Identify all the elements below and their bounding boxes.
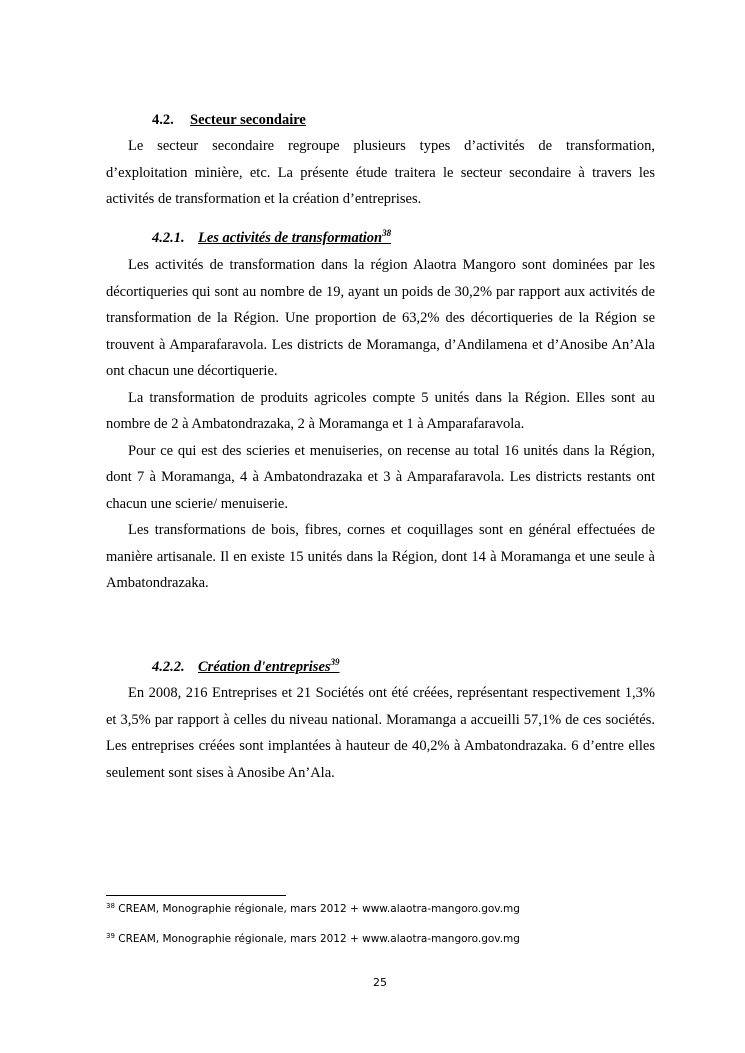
section-title: Secteur secondaire	[190, 112, 306, 128]
footnote-38	[106, 902, 520, 916]
section-title: Création d'entreprises$^{39}$	[198, 657, 340, 675]
footnote-separator	[106, 895, 286, 896]
section-title: Les activités de transformation$^{38}$	[198, 228, 392, 246]
section-number: 4.2.1.	[152, 230, 185, 246]
section-number: 4.2.2.	[152, 659, 185, 675]
footnote-39	[106, 932, 520, 946]
paragraph-intro: Le secteur secondaire regroupe plusieurs types d’activités de transformation, d’exploitation minière, etc. La présente étude traitera le secteur secondaire à travers les activités de transformation et la création d’entreprises.	[106, 138, 655, 207]
footnote-text: CREAM, Monographie régionale, mars 2012 + www.alaotra-mangoro.gov.mg	[118, 933, 520, 945]
footnote-text: CREAM, Monographie régionale, mars 2012 + www.alaotra-mangoro.gov.mg	[118, 903, 520, 915]
section-number: 4.2.	[152, 112, 174, 128]
paragraph-artisanat: Les transformations de bois, fibres, cornes et coquillages sont en général effectuées de manière artisanale. Il en existe 15 unités dans la Région, dont 14 à Moramanga et une seule à Ambatondrazaka.	[106, 522, 655, 591]
footnote-reference: 39	[330, 657, 340, 667]
section-heading-4-2-2	[152, 658, 340, 676]
footnote-number: 38	[106, 902, 115, 910]
paragraph-scieries: Pour ce qui est des scieries et menuiseries, on recense au total 16 unités dans la Région, dont 7 à Moramanga, 4 à Ambatondrazaka et 3 à Amparafaravola. Les districts restants ont chacun une scierie/ menuiserie.	[106, 442, 655, 512]
page-number: 25	[373, 976, 387, 989]
paragraph-produits-agricoles: La transformation de produits agricoles compte 5 unités dans la Région. Elles sont au nombre de 2 à Ambatondrazaka, 2 à Moramanga et 1 à Amparafaravola.	[106, 389, 655, 432]
section-heading-4-2	[152, 111, 306, 129]
paragraph-creation-entreprises: En 2008, 216 Entreprises et 21 Sociétés ont été créées, représentant respectivement 1,3% et 3,5% par rapport à celles du niveau national. Moramanga a accueilli 57,1% de ces sociétés. Les entreprises créées sont implantées à hauteur de 40,2% à Ambatondrazaka. 6 d’entre elles seulement sont sises à Anosibe An’Ala.	[106, 685, 655, 781]
footnote-number: 39	[106, 932, 115, 940]
paragraph-decortiqueries: Les activités de transformation dans la région Alaotra Mangoro sont dominées par les décortiqueries qui sont au nombre de 19, ayant un poids de 30,2% par rapport aux activités de transformation de la Région. Une proportion de 63,2% des décortiqueries de la Région se trouvent à Amparafaravola. Les districts de Moramanga, d’Andilamena et d’Anosibe An’Ala ont chacun une décortiquerie.	[106, 257, 655, 379]
footnote-reference: 38	[382, 228, 392, 238]
section-heading-4-2-1	[152, 229, 391, 247]
